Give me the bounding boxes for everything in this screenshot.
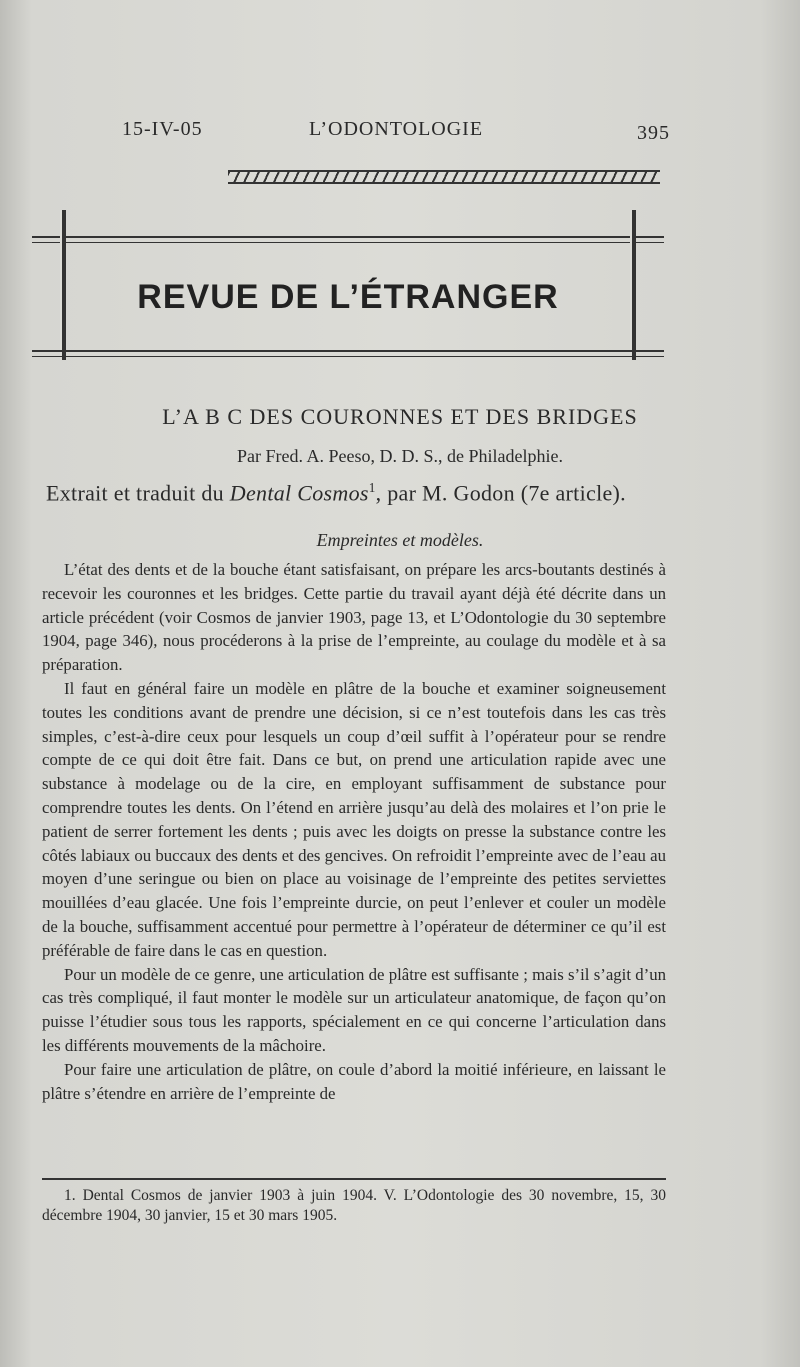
extract-line bbox=[46, 480, 674, 506]
page-number: 395 bbox=[637, 122, 670, 144]
banner-rule-bottom bbox=[32, 350, 664, 357]
decorative-ornament bbox=[228, 170, 660, 184]
banner-rule-top bbox=[32, 236, 664, 243]
section-title: REVUE DE L’ÉTRANGER bbox=[137, 278, 559, 316]
article-title: L’A B C DES COURONNES ET DES BRIDGES bbox=[162, 404, 638, 429]
section-heading: Empreintes et modèles. bbox=[316, 530, 484, 550]
footnote-ref: 1 bbox=[368, 480, 376, 495]
extract-prefix: Extrait et traduit du bbox=[46, 480, 230, 506]
running-header bbox=[122, 118, 670, 148]
paragraph: L’état des dents et de la bouche étant satisfaisant, on prépare les arcs-boutants destinés à recevoir les couronnes et les bridges. Cette partie du travail ayant déjà été décrite dans un article précédent (voir Cosmos de janvier 1903, page 13, et L’Odontologie du 30 septembre 1904, page 346), nous procéderons à la prise de l’empreinte, au coulage du modèle et à sa préparation. bbox=[42, 560, 666, 675]
issue-date: 15-IV-05 bbox=[122, 118, 203, 140]
paragraph: Pour faire une articulation de plâtre, on coule d’abord la moitié inférieure, en laissant le plâtre s’étendre en arrière de l’empreinte de bbox=[42, 1059, 666, 1103]
paragraph: Pour un modèle de ce genre, une articulation de plâtre est suffisante ; mais s’il s’agit d’un cas très compliqué, il faut monter le modèle sur un articulateur anatomique, de façon qu’on puisse l’étudier sous tous les rapports, spécialement en ce qui concerne l’articulation dans les différents mouvements de la mâchoire. bbox=[42, 964, 666, 1055]
article-byline: Par Fred. A. Peeso, D. D. S., de Philadelphie. bbox=[237, 446, 563, 466]
footnote-divider bbox=[42, 1178, 666, 1180]
footnote: 1. Dental Cosmos de janvier 1903 à juin 1904. V. L’Odontologie des 30 novembre, 15, 30 décembre 1904, 30 janvier, 15 et 30 mars 1905. bbox=[42, 1187, 666, 1224]
article-body bbox=[42, 558, 666, 1105]
paragraph: Il faut en général faire un modèle en plâtre de la bouche et examiner soigneusement toutes les conditions avant de prendre une décision, si ce n’est toutefois dans les cas très simples, c’est-à-dire ceux pour lesquels un coup d’œil suffit à l’opérateur pour se rendre compte de ce qui doit être fait. Dans ce but, on prend une articulation rapide avec une substance à modelage ou de la cire, en employant suffisamment de substance pour comprendre toutes les dents. On l’étend en arrière jusqu’au delà des molaires et l’on prie le patient de serrer fortement les dents ; puis avec les doigts on presse la substance contre les côtés labiaux ou buccaux des dents et des gencives. On refroidit l’empreinte avec de l’eau au moyen d’une seringue ou bien on place au voisinage de l’empreinte des petites serviettes mouillées d’eau glacée. Une fois l’empreinte durcie, on peut l’enlever et couler un modèle de la bouche, suffisamment accentué pour permettre à l’opérateur de déterminer ce qu’il est préférable de faire dans le cas en question. bbox=[42, 678, 666, 960]
extract-suffix: , par M. Godon (7e article). bbox=[375, 480, 626, 506]
journal-name: L’ODONTOLOGIE bbox=[308, 118, 484, 140]
section-banner bbox=[32, 236, 664, 386]
extract-source: Dental Cosmos bbox=[229, 480, 369, 506]
